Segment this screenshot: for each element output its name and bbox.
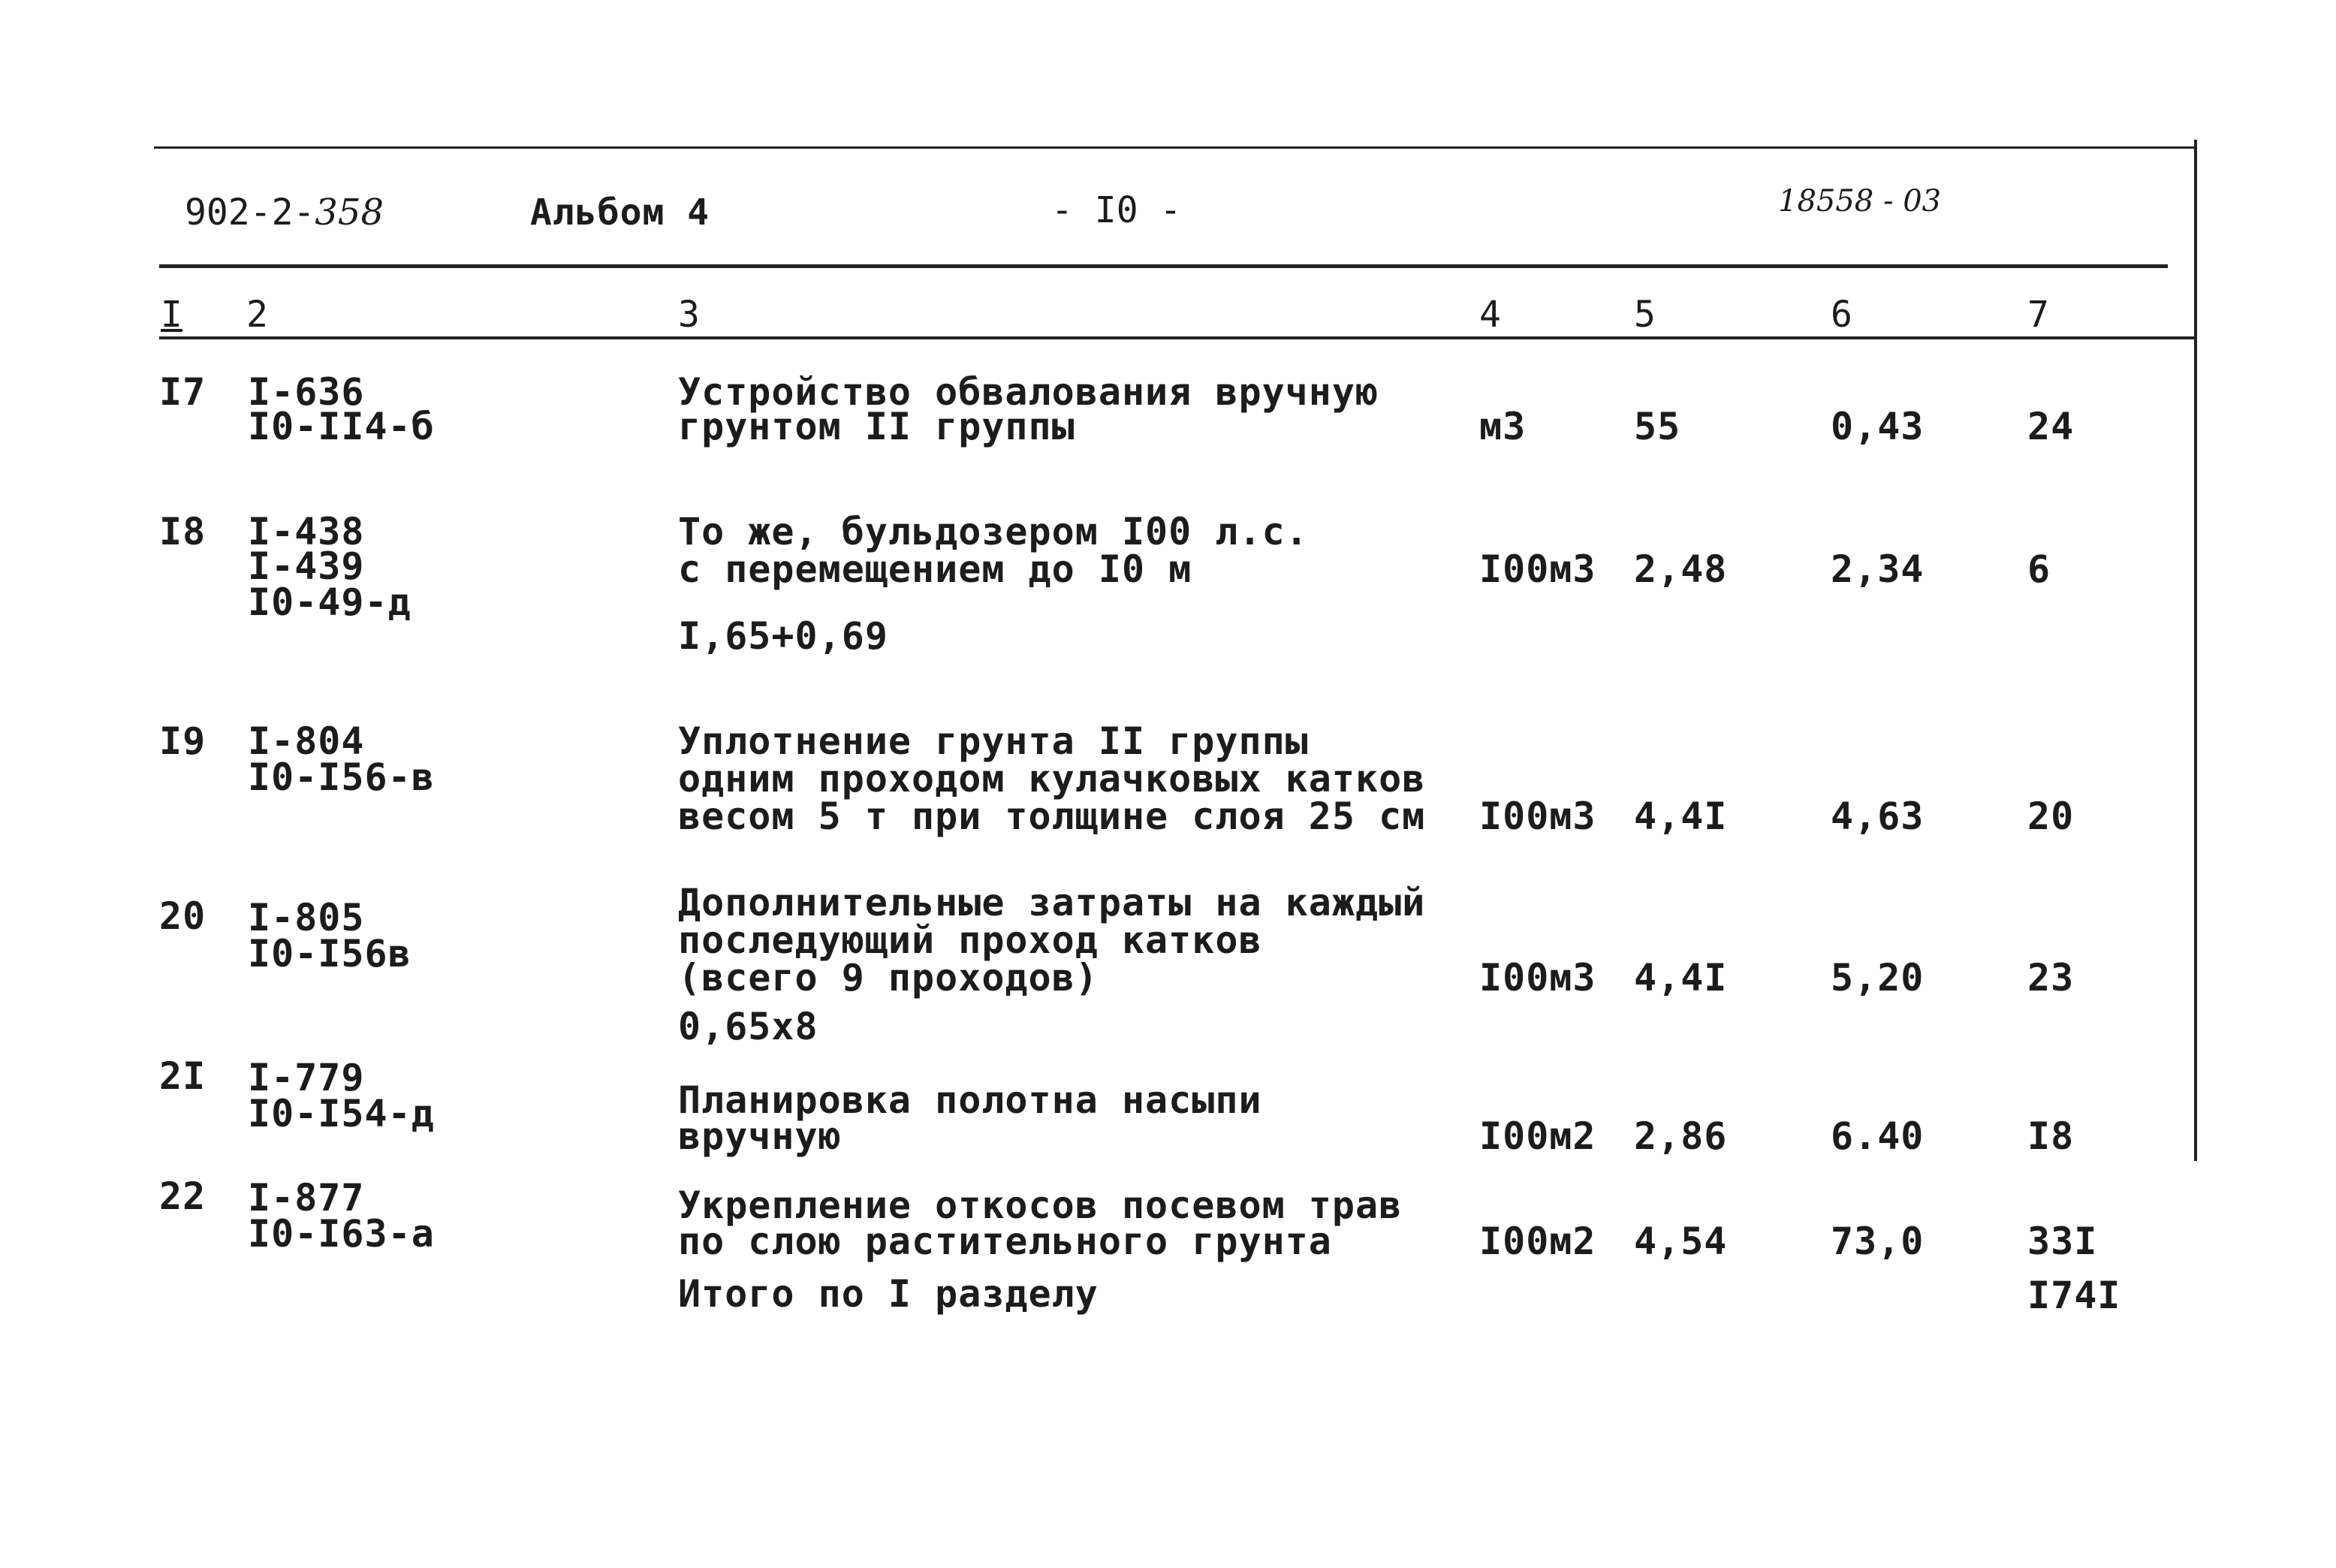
work-description: с перемещением до I0 м	[678, 547, 1192, 591]
column-number-5: 5	[1634, 294, 1656, 336]
album-label: Альбом 4	[530, 191, 710, 234]
row-number: 22	[159, 1174, 206, 1218]
unit: I00м3	[1479, 956, 1596, 1000]
unit: м3	[1479, 405, 1527, 448]
norm-code: I0-I63-а	[248, 1212, 435, 1256]
column-number-1: I	[161, 294, 182, 336]
work-description: (всего 9 проходов)	[678, 956, 1099, 1000]
work-description: Дополнительные затраты на каждый	[678, 881, 1426, 924]
norm-code: I0-I56в	[248, 932, 411, 975]
summary-total: I74I	[2027, 1274, 2121, 1317]
norm-code: I0-I56-в	[248, 755, 435, 799]
quantity: 4,4I	[1634, 795, 1728, 838]
unit: I00м3	[1479, 795, 1596, 838]
row-number: 20	[159, 894, 206, 938]
quantity: 4,4I	[1634, 956, 1728, 1000]
norm-code: I-438	[248, 510, 365, 553]
unit-price: 2,34	[1831, 547, 1925, 591]
norm-code: I-804	[248, 719, 365, 763]
norm-code: I-636	[248, 370, 365, 414]
work-description: Укрепление откосов посевом трав	[678, 1184, 1403, 1227]
quantity: 2,86	[1634, 1114, 1728, 1158]
quantity: 4,54	[1634, 1220, 1728, 1263]
row-total: 20	[2027, 795, 2075, 838]
work-description: весом 5 т при толщине слоя 25 см	[678, 795, 1426, 838]
row-number: 2I	[159, 1054, 206, 1098]
column-number-3: 3	[678, 294, 700, 336]
quantity: 55	[1634, 405, 1681, 448]
calculation-note: I,65+0,69	[678, 614, 888, 658]
column-number-7: 7	[2027, 294, 2049, 336]
quantity: 2,48	[1634, 547, 1728, 591]
norm-code: I-779	[248, 1056, 365, 1099]
top-border	[154, 146, 2196, 149]
unit: I00м3	[1479, 547, 1596, 591]
norm-code: I-805	[248, 896, 365, 939]
work-description: последующий проход катков	[678, 918, 1262, 962]
unit-price: 73,0	[1831, 1220, 1925, 1263]
row-number: I9	[159, 719, 206, 763]
unit-price: 4,63	[1831, 795, 1925, 838]
norm-code: I0-II4-б	[248, 405, 435, 448]
row-total: 24	[2027, 405, 2075, 448]
work-description: Устройство обвалования вручную	[678, 370, 1379, 414]
column-number-4: 4	[1479, 294, 1501, 336]
norm-code: I0-I54-д	[248, 1092, 435, 1135]
row-total: 23	[2027, 956, 2075, 1000]
work-description: по слою растительного грунта	[678, 1220, 1332, 1263]
norm-code: I-439	[248, 544, 365, 588]
unit-price: 0,43	[1831, 405, 1925, 448]
column-header-underline	[159, 336, 2197, 339]
summary-label: Итого по I разделу	[678, 1272, 1099, 1316]
header-separator	[159, 264, 2168, 268]
page-number: - I0 -	[1051, 189, 1182, 231]
row-number: I8	[159, 510, 206, 553]
norm-code: I0-49-д	[248, 580, 411, 624]
column-number-2: 2	[246, 294, 268, 336]
document-code-suffix: 358	[315, 191, 384, 234]
work-description: вручную	[678, 1114, 842, 1158]
row-total: 6	[2027, 547, 2051, 591]
work-description: грунтом II группы	[678, 405, 1075, 448]
column-number-6: 6	[1831, 294, 1852, 336]
unit-price: 5,20	[1831, 956, 1925, 1000]
row-total: I8	[2027, 1114, 2075, 1158]
document-code-prefix: 902-2-	[185, 191, 315, 234]
calculation-note: 0,65х8	[678, 1005, 818, 1048]
document-code	[185, 191, 384, 234]
unit: I00м2	[1479, 1220, 1596, 1263]
unit: I00м2	[1479, 1114, 1596, 1158]
right-border	[2194, 140, 2197, 1161]
work-description: одним проходом кулачковых катков	[678, 757, 1426, 801]
row-total: 33I	[2027, 1220, 2098, 1263]
handwritten-stamp: 18558 - 03	[1778, 184, 1942, 219]
row-number: I7	[159, 370, 206, 414]
work-description: То же, бульдозером I00 л.с.	[678, 510, 1309, 553]
work-description: Уплотнение грунта II группы	[678, 719, 1309, 763]
unit-price: 6.40	[1831, 1114, 1925, 1158]
work-description: Планировка полотна насыпи	[678, 1078, 1262, 1122]
norm-code: I-877	[248, 1176, 365, 1220]
